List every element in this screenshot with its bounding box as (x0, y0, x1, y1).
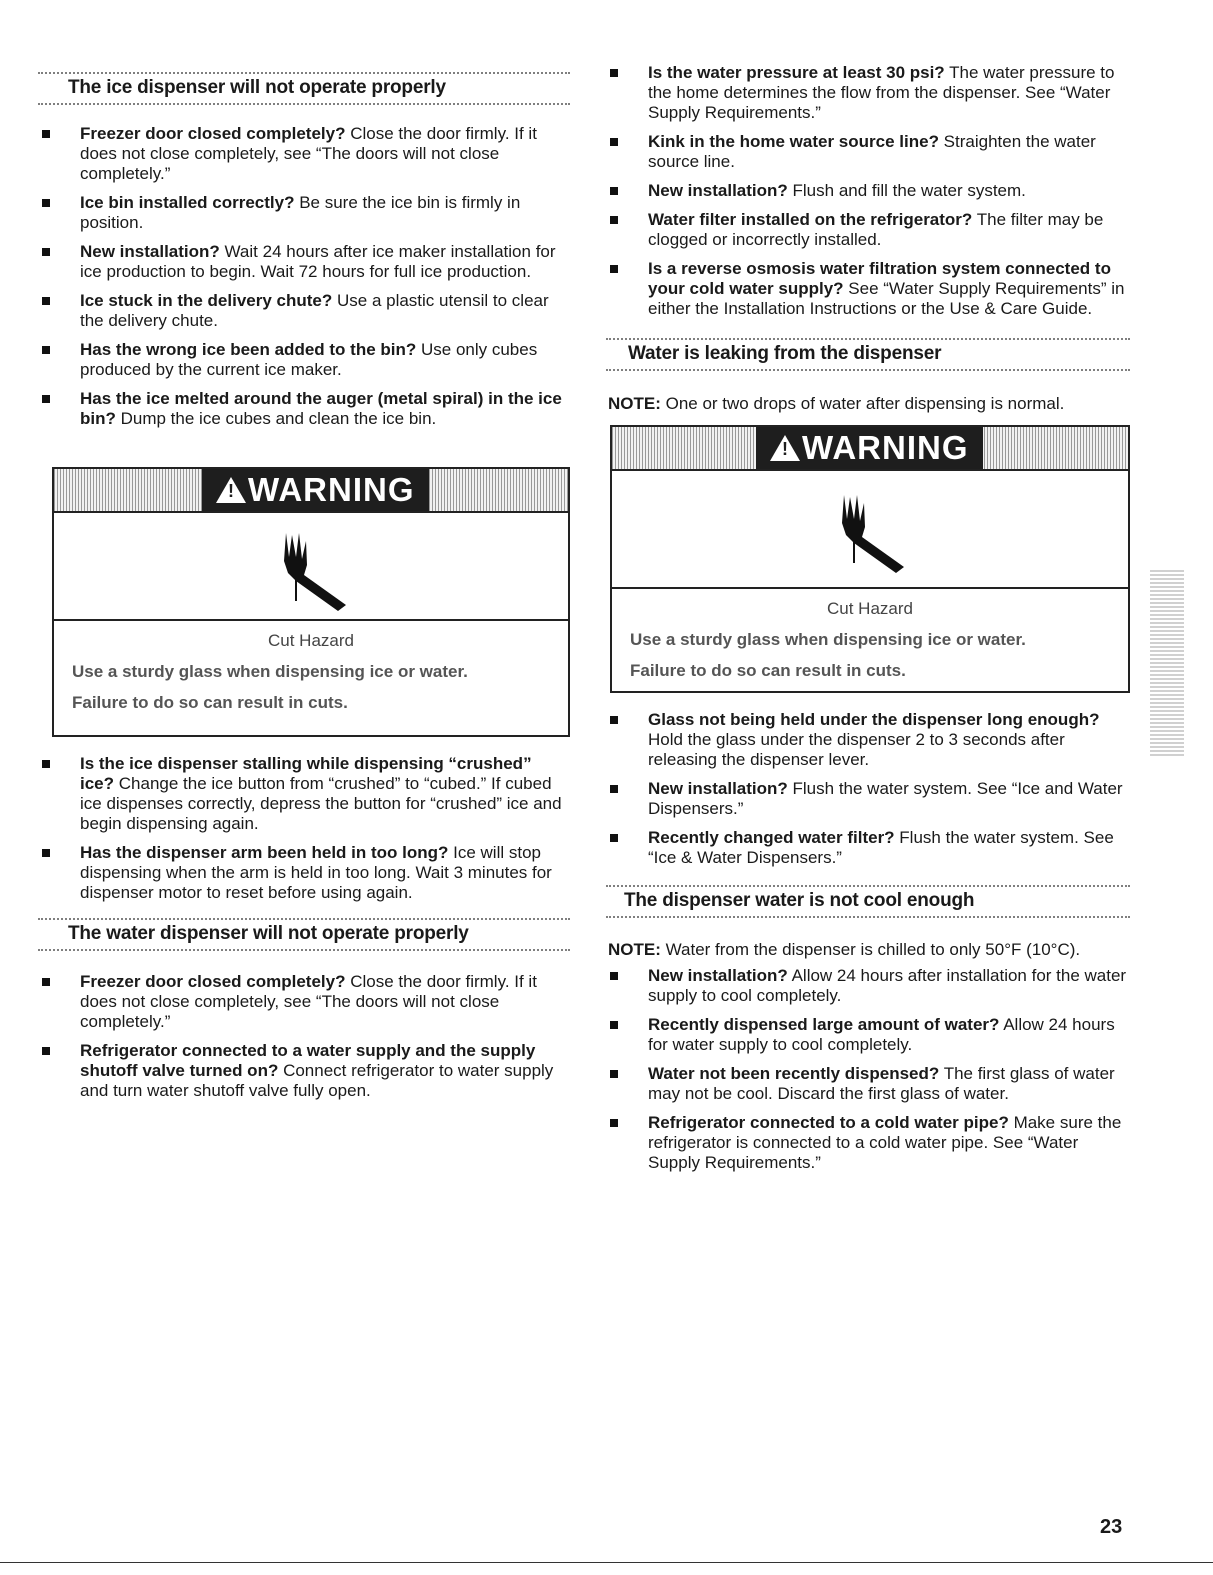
bullet-icon (42, 395, 50, 403)
warning-box (52, 467, 570, 737)
list-item: New installation? Flush the water system. See “Ice and Water Dispensers.” (606, 779, 1130, 819)
warning-badge: !WARNING (756, 427, 983, 469)
warning-line: Use a sturdy glass when dispensing ice or water. (72, 662, 468, 681)
water-dispenser-list-cont (606, 63, 1130, 328)
bullet-icon (610, 834, 618, 842)
warning-banner (612, 427, 1128, 471)
bullet-icon (42, 1047, 50, 1055)
cut-hazard-icon (824, 485, 914, 575)
bullet-icon (610, 785, 618, 793)
water-dispenser-list (38, 972, 570, 1110)
list-item: Refrigerator connected to a cold water pipe? Make sure the refrigerator is connected to a cold water pipe. See “Water Supply Requirements.” (606, 1113, 1130, 1173)
dotted-rule (606, 916, 1130, 918)
section-title: Water is leaking from the dispenser (628, 343, 942, 364)
list-item: Is the water pressure at least 30 psi? The water pressure to the home determines the flow from the dispenser. See “Water Supply Requirements.” (606, 63, 1130, 123)
bullet-icon (42, 297, 50, 305)
list-item: Is a reverse osmosis water filtration system connected to your cold water supply? See “Water Supply Requirements” in either the Installation Instructions or the Use & Care Guide. (606, 259, 1130, 319)
bullet-icon (610, 138, 618, 146)
warning-text (54, 621, 568, 718)
list-item: Water filter installed on the refrigerator? The filter may be clogged or incorrectly installed. (606, 210, 1130, 250)
list-item: Refrigerator connected to a water supply and the supply shutoff valve turned on? Connect refrigerator to water supply and turn water shutoff valve fully open. (38, 1041, 570, 1101)
list-item: Has the dispenser arm been held in too long? Ice will stop dispensing when the arm is held in too long. Wait 3 minutes for dispenser motor to reset before using again. (38, 843, 570, 903)
bullet-icon (42, 248, 50, 256)
page-number: 23 (1100, 1516, 1123, 1538)
section-title: The dispenser water is not cool enough (624, 890, 975, 911)
bullet-icon (42, 199, 50, 207)
dotted-rule (38, 918, 570, 920)
warning-text (612, 589, 1128, 686)
list-item: Ice stuck in the delivery chute? Use a plastic utensil to clear the delivery chute. (38, 291, 570, 331)
dotted-rule (606, 338, 1130, 340)
ice-dispenser-list-2 (38, 754, 570, 912)
dotted-rule (38, 949, 570, 951)
warning-badge: !WARNING (202, 469, 429, 511)
list-item: Glass not being held under the dispenser long enough? Hold the glass under the dispenser 2 to 3 seconds after releasing the dispenser lever. (606, 710, 1130, 770)
section-title: The ice dispenser will not operate properly (68, 77, 446, 98)
dotted-rule (606, 369, 1130, 371)
bullet-icon (42, 760, 50, 768)
dotted-rule (606, 885, 1130, 887)
warning-hazard: Cut Hazard (827, 599, 913, 618)
bullet-icon (610, 972, 618, 980)
side-tab-decoration (1150, 568, 1184, 756)
warning-line: Use a sturdy glass when dispensing ice or water. (630, 630, 1026, 649)
section-title: The water dispenser will not operate properly (68, 923, 469, 944)
bullet-icon (610, 216, 618, 224)
water-not-cool-list (606, 966, 1130, 1182)
list-item: Ice bin installed correctly? Be sure the ice bin is firmly in position. (38, 193, 570, 233)
section-ice-dispenser (38, 72, 570, 105)
warning-triangle-icon (216, 477, 246, 503)
bullet-icon (610, 716, 618, 724)
bullet-icon (610, 187, 618, 195)
note: NOTE: One or two drops of water after dispensing is normal. (608, 394, 1065, 413)
list-item: Has the wrong ice been added to the bin? Use only cubes produced by the current ice maker. (38, 340, 570, 380)
list-item: New installation? Wait 24 hours after ice maker installation for ice production to begin. Wait 72 hours for full ice production. (38, 242, 570, 282)
cut-hazard-icon (266, 523, 356, 613)
bullet-icon (610, 1119, 618, 1127)
dotted-rule (38, 72, 570, 74)
bullet-icon (42, 346, 50, 354)
note: NOTE: Water from the dispenser is chilled to only 50°F (10°C). (608, 940, 1081, 959)
water-leaking-list (606, 710, 1130, 877)
list-item: Has the ice melted around the auger (metal spiral) in the ice bin? Dump the ice cubes and clean the ice bin. (38, 389, 570, 429)
warning-triangle-icon (770, 435, 800, 461)
warning-line: Failure to do so can result in cuts. (630, 661, 906, 680)
list-item: Recently changed water filter? Flush the water system. See “Ice & Water Dispensers.” (606, 828, 1130, 868)
ice-dispenser-list (38, 124, 570, 438)
bullet-icon (42, 978, 50, 986)
warning-hazard: Cut Hazard (268, 631, 354, 650)
list-item: Kink in the home water source line? Straighten the water source line. (606, 132, 1130, 172)
bullet-icon (42, 130, 50, 138)
warning-symbol-area (612, 471, 1128, 589)
section-water-leaking (606, 338, 1130, 371)
warning-line: Failure to do so can result in cuts. (72, 693, 348, 712)
warning-banner (54, 469, 568, 513)
list-item: Is the ice dispenser stalling while dispensing “crushed” ice? Change the ice button from “crushed” to “cubed.” If cubed ice dispenses correctly, depress the button for “crushed” ice and begin dispensing again. (38, 754, 570, 834)
list-item: New installation? Flush and fill the water system. (606, 181, 1130, 201)
bullet-icon (610, 265, 618, 273)
bullet-icon (610, 1021, 618, 1029)
warning-box (610, 425, 1130, 693)
bullet-icon (610, 1070, 618, 1078)
list-item: Freezer door closed completely? Close the door firmly. If it does not close completely, see “The doors will not close completely.” (38, 972, 570, 1032)
bottom-rule (0, 1562, 1213, 1563)
warning-symbol-area (54, 513, 568, 621)
list-item: Freezer door closed completely? Close the door firmly. If it does not close completely, see “The doors will not close completely.” (38, 124, 570, 184)
section-water-dispenser (38, 918, 570, 951)
list-item: New installation? Allow 24 hours after installation for the water supply to cool completely. (606, 966, 1130, 1006)
dotted-rule (38, 103, 570, 105)
section-water-not-cool (606, 885, 1130, 918)
list-item: Recently dispensed large amount of water? Allow 24 hours for water supply to cool completely. (606, 1015, 1130, 1055)
list-item: Water not been recently dispensed? The first glass of water may not be cool. Discard the first glass of water. (606, 1064, 1130, 1104)
bullet-icon (42, 849, 50, 857)
bullet-icon (610, 69, 618, 77)
